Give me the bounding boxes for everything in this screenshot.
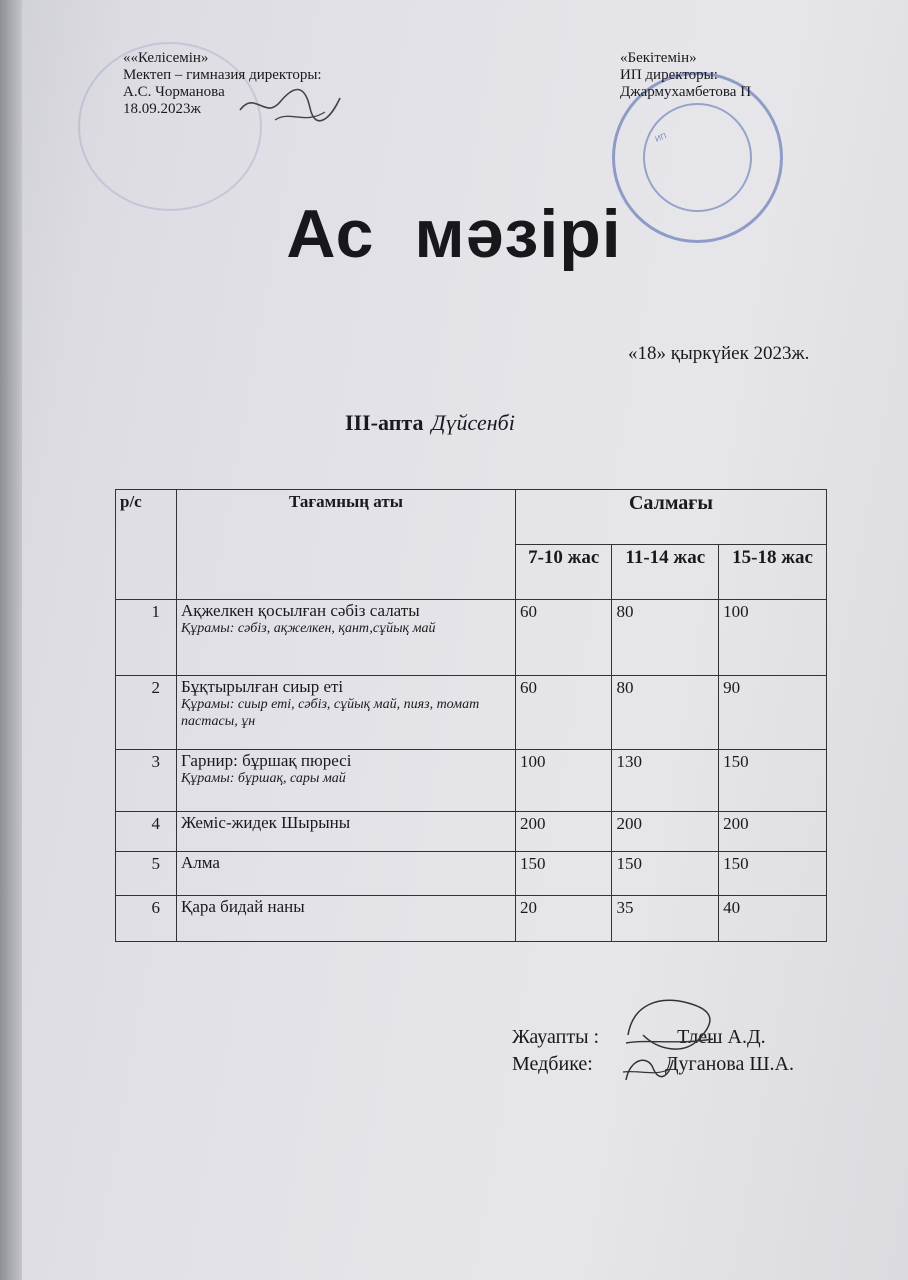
dish-cell — [177, 750, 516, 812]
weight-11-14: 80 — [612, 600, 719, 676]
weight-7-10: 150 — [516, 852, 612, 896]
row-num: 3 — [116, 750, 177, 812]
row-num: 4 — [116, 812, 177, 852]
table-header-row — [116, 490, 827, 545]
page-edge — [0, 0, 22, 1280]
dish-composition: Құрамы: сиыр еті, сәбіз, сұйық май, пияз, томат пастасы, ұн — [181, 697, 480, 729]
header-age-15-18: 15-18 жас — [719, 545, 827, 600]
dish-name: Гарнир: бұршақ пюресі — [181, 751, 352, 770]
row-num: 1 — [116, 600, 177, 676]
weight-15-18: 150 — [719, 852, 827, 896]
weight-11-14: 130 — [612, 750, 719, 812]
week-label: ІІІ-апта — [345, 410, 424, 435]
weight-15-18: 200 — [719, 812, 827, 852]
nurse-signature — [618, 1050, 678, 1090]
approval-left-line2: Мектеп – гимназия директоры: — [123, 67, 322, 83]
dish-composition: Құрамы: сәбіз, ақжелкен, қант,сұйық май — [181, 621, 436, 636]
responsible-label: Жауапты : — [512, 1026, 600, 1048]
weight-15-18: 150 — [719, 750, 827, 812]
responsible-signature — [618, 995, 718, 1055]
dish-cell — [177, 812, 516, 852]
header-num: р/с — [116, 490, 177, 600]
weight-11-14: 35 — [612, 896, 719, 942]
weight-11-14: 80 — [612, 676, 719, 750]
table-row — [116, 812, 827, 852]
approval-right-line3: Джармухамбетова П — [620, 84, 752, 100]
dish-composition: Құрамы: бұршақ, сары май — [181, 771, 346, 786]
stamp-text: ИП — [653, 131, 668, 144]
menu-date: «18» қыркүйек 2023ж. — [628, 343, 810, 364]
page-title — [0, 195, 908, 273]
table-row — [116, 852, 827, 896]
weight-15-18: 90 — [719, 676, 827, 750]
row-num: 5 — [116, 852, 177, 896]
nurse-name: Дуганова Ш.А. — [664, 1053, 794, 1075]
weight-11-14: 200 — [612, 812, 719, 852]
weight-7-10: 200 — [516, 812, 612, 852]
weight-15-18: 100 — [719, 600, 827, 676]
weight-7-10: 60 — [516, 600, 612, 676]
dish-name: Жеміс-жидек Шырыны — [181, 813, 351, 832]
dish-cell — [177, 852, 516, 896]
header-age-11-14: 11-14 жас — [612, 545, 719, 600]
row-num: 6 — [116, 896, 177, 942]
dish-cell — [177, 600, 516, 676]
responsible-name: Тлеш А.Д. — [677, 1026, 766, 1048]
table-row — [116, 600, 827, 676]
title-word2: мәзірі — [414, 196, 622, 272]
weight-7-10: 60 — [516, 676, 612, 750]
dish-name: Алма — [181, 853, 220, 872]
dish-name: Ақжелкен қосылған сәбіз салаты — [181, 601, 420, 620]
header-weight: Салмағы — [516, 490, 827, 545]
nurse-label: Медбике: — [512, 1053, 593, 1075]
row-num: 2 — [116, 676, 177, 750]
dish-name: Қара бидай наны — [181, 897, 305, 916]
weight-15-18: 40 — [719, 896, 827, 942]
director-signature — [235, 80, 345, 130]
dish-name: Бұқтырылған сиыр еті — [181, 677, 344, 696]
approval-right — [620, 50, 751, 101]
approval-right-line1: «Бекітемін» — [620, 50, 697, 66]
weight-11-14: 150 — [612, 852, 719, 896]
title-word1: Ас — [286, 196, 375, 272]
weight-7-10: 100 — [516, 750, 612, 812]
approval-left-line4: 18.09.2023ж — [123, 101, 201, 117]
approval-right-line2: ИП директоры: — [620, 67, 718, 83]
dish-cell — [177, 896, 516, 942]
header-age-7-10: 7-10 жас — [516, 545, 612, 600]
week-day-heading — [345, 410, 515, 436]
header-name: Тағамның аты — [177, 490, 516, 600]
approval-left-line1: ««Келісемін» — [123, 50, 209, 66]
menu-table — [115, 489, 827, 942]
table-row — [116, 896, 827, 942]
approval-left-line3: А.С. Чорманова — [123, 84, 225, 100]
dish-cell — [177, 676, 516, 750]
day-label: Дүйсенбі — [431, 410, 515, 435]
weight-7-10: 20 — [516, 896, 612, 942]
table-row — [116, 750, 827, 812]
table-row — [116, 676, 827, 750]
